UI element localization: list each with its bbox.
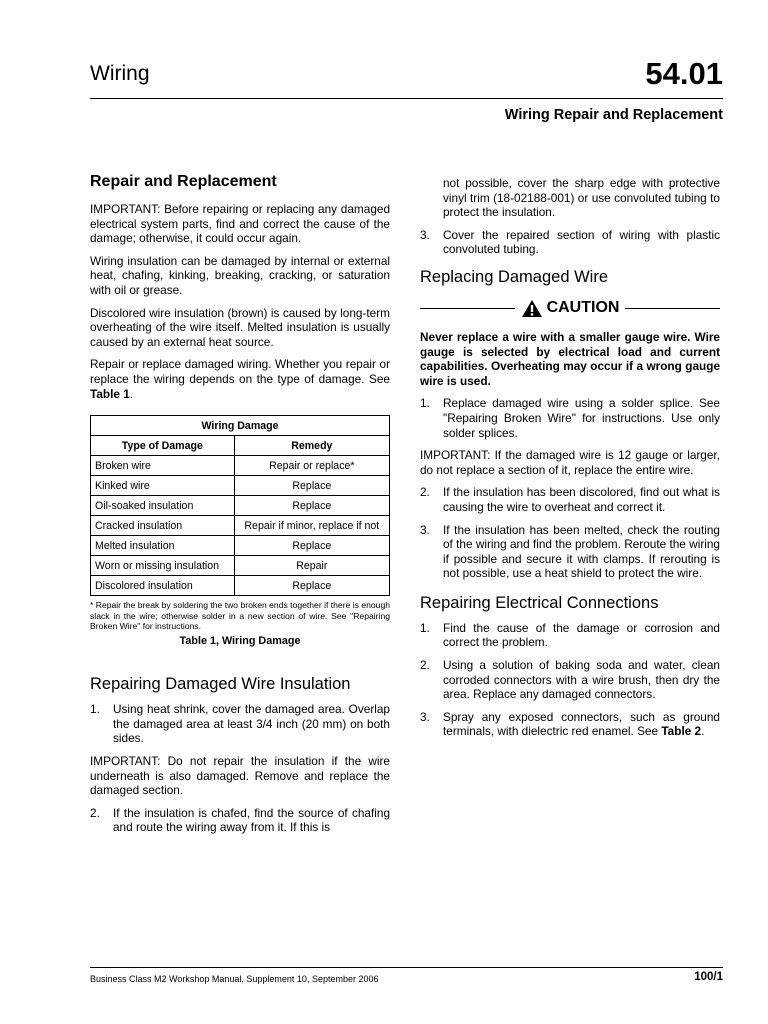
remedy-cell: Repair if minor, replace if not [234,516,389,536]
list-item [420,523,720,581]
insulation-damage-paragraph: Wiring insulation can be damaged by internal or external heat, chafing, kinking, breaking, cracking, or saturation with oil or grease. [90,253,390,297]
step-number: 2. [90,805,100,820]
step-text: If the insulation has been discolored, find out what is causing the wire to overheat and correct it. [443,485,720,514]
table1-reference: Table 1 [90,386,130,401]
connection-steps-list [420,621,720,739]
remedy-cell: Replace [234,536,389,556]
step-text: If the insulation is chafed, find the source of chafing and route the wiring away from it. If this is [113,805,390,835]
list-item [420,658,720,702]
replace-steps-list-1 [420,396,720,440]
heading-electrical-connections: Repairing Electrical Connections [420,593,659,612]
damage-type-cell: Cracked insulation [91,516,235,536]
repair-replace-text: Repair or replace damaged wiring. Whether you repair or replace the wiring depends on the type of damage. See [90,357,390,386]
period: . [701,724,705,739]
table-caption: Table 1, Wiring Damage [179,634,301,647]
replace-important-paragraph: IMPORTANT: If the damaged wire is 12 gauge or larger, do not replace a section of it, replace the entire wire. [420,448,720,477]
step-number: 1. [420,620,430,635]
step-text: If the insulation has been melted, check the routing of the wiring and find the problem. Reroute the wiring if possible and secure it with clamps. If rerouting is not possible, use a heat shield to protect the wire. [443,522,720,581]
damage-type-cell: Discolored insulation [91,576,235,596]
caution-rule-right [625,308,720,309]
step-number: 2. [420,658,430,673]
remedy-cell: Replace [234,496,389,516]
step-text: Using heat shrink, cover the damaged area. Overlap the damaged area at least 3/4 inch (20 mm) on both sides. [113,702,390,746]
table-footnote: * Repair the break by soldering the two broken ends together if there is enough slack in the wire; otherwise solder in a new section of wire. See "Repairing Broken Wire" for instructions. [90,600,391,632]
continued-step-text: not possible, cover the sharp edge with protective vinyl trim (18-02188-001) or use convoluted tubing to protect the insulation. [443,176,720,220]
spray-text: Spray any exposed connectors, such as ground terminals, with dielectric red enamel. See [443,709,720,739]
damage-type-cell: Worn or missing insulation [91,556,235,576]
step-number: 1. [90,702,100,717]
table-row [91,536,390,556]
step-text [443,710,720,739]
remedy-cell: Replace [234,476,389,496]
table-row [91,476,390,496]
caution-banner [420,299,720,318]
list-item [420,485,720,514]
step-text: Using a solution of baking soda and water, clean corroded connectors with a wire brush, then dry the area. Replace any damaged connectors. [443,658,720,702]
col-header-remedy: Remedy [234,436,389,456]
table-row [91,576,390,596]
period: . [129,386,134,401]
table-title: Wiring Damage [91,416,390,436]
heading-replacing-wire: Replacing Damaged Wire [420,267,609,286]
replace-steps-list-2 [420,485,720,581]
remedy-cell: Repair or replace* [234,456,389,476]
heading-repair-replacement: Repair and Replacement [90,173,277,190]
table-title-row [91,416,390,436]
page-subtitle: Wiring Repair and Replacement [504,107,723,123]
right-column [420,176,720,747]
footer-rule [90,967,723,968]
section-title: Wiring [90,62,150,85]
table-row [91,496,390,516]
remedy-cell: Repair [234,556,389,576]
remedy-cell: Replace [234,576,389,596]
caution-text: Never replace a wire with a smaller gauge wire. Wire gauge is selected by electrical load and current capabilities. Overheating may occur if a wrong gauge wire is used. [420,329,720,388]
insulation-important-paragraph: IMPORTANT: Do not repair the insulation if the wire underneath is also damaged. Remove and replace the damaged section. [90,754,390,798]
step-number: 1. [420,396,430,411]
damage-type-cell: Melted insulation [91,536,235,556]
col-header-type: Type of Damage [91,436,235,456]
table-header-row [91,436,390,456]
step-number: 3. [420,709,430,724]
insulation-steps-list-3 [420,228,720,257]
header-rule [90,98,723,99]
damage-type-cell: Broken wire [91,456,235,476]
footer-publication: Business Class M2 Workshop Manual, Supplement 10, September 2006 [90,974,379,984]
list-item [420,710,720,739]
step-text: Cover the repaired section of wiring with plastic convoluted tubing. [443,227,720,257]
list-item [420,621,720,650]
insulation-steps-list-2 [90,806,390,835]
wiring-damage-table [90,415,390,596]
list-item [420,396,720,440]
discolored-paragraph: Discolored wire insulation (brown) is caused by long-term overheating of the wire itself. Melted insulation is usually caused by an external heat source. [90,305,390,349]
page-number: 100/1 [694,971,723,983]
table2-reference: Table 2 [661,724,702,739]
caution-rule-left [420,308,515,309]
heading-damaged-insulation: Repairing Damaged Wire Insulation [90,675,351,694]
repair-replace-paragraph [90,357,390,401]
list-item [90,806,390,835]
list-item [420,228,720,257]
table-row [91,456,390,476]
caution-label [515,299,626,318]
damage-type-cell: Kinked wire [91,476,235,496]
step-text: Find the cause of the damage or corrosion and correct the problem. [443,620,720,650]
section-number: 54.01 [645,56,723,91]
damage-type-cell: Oil-soaked insulation [91,496,235,516]
insulation-steps-list-1 [90,702,390,746]
table-row [91,516,390,536]
important-paragraph: IMPORTANT: Before repairing or replacing any damaged electrical system parts, find and correct the cause of the damage; otherwise, it could occur again. [90,202,390,246]
step-number: 3. [420,522,430,537]
caution-word: CAUTION [546,299,620,317]
step-text: Replace damaged wire using a solder splice. See "Repairing Broken Wire" for instructions. Use only solder splices. [443,396,720,440]
warning-triangle-icon [521,299,543,318]
step-number: 2. [420,485,430,500]
left-column [90,172,390,843]
table-row [91,556,390,576]
step-number: 3. [420,227,430,242]
list-item [90,702,390,746]
